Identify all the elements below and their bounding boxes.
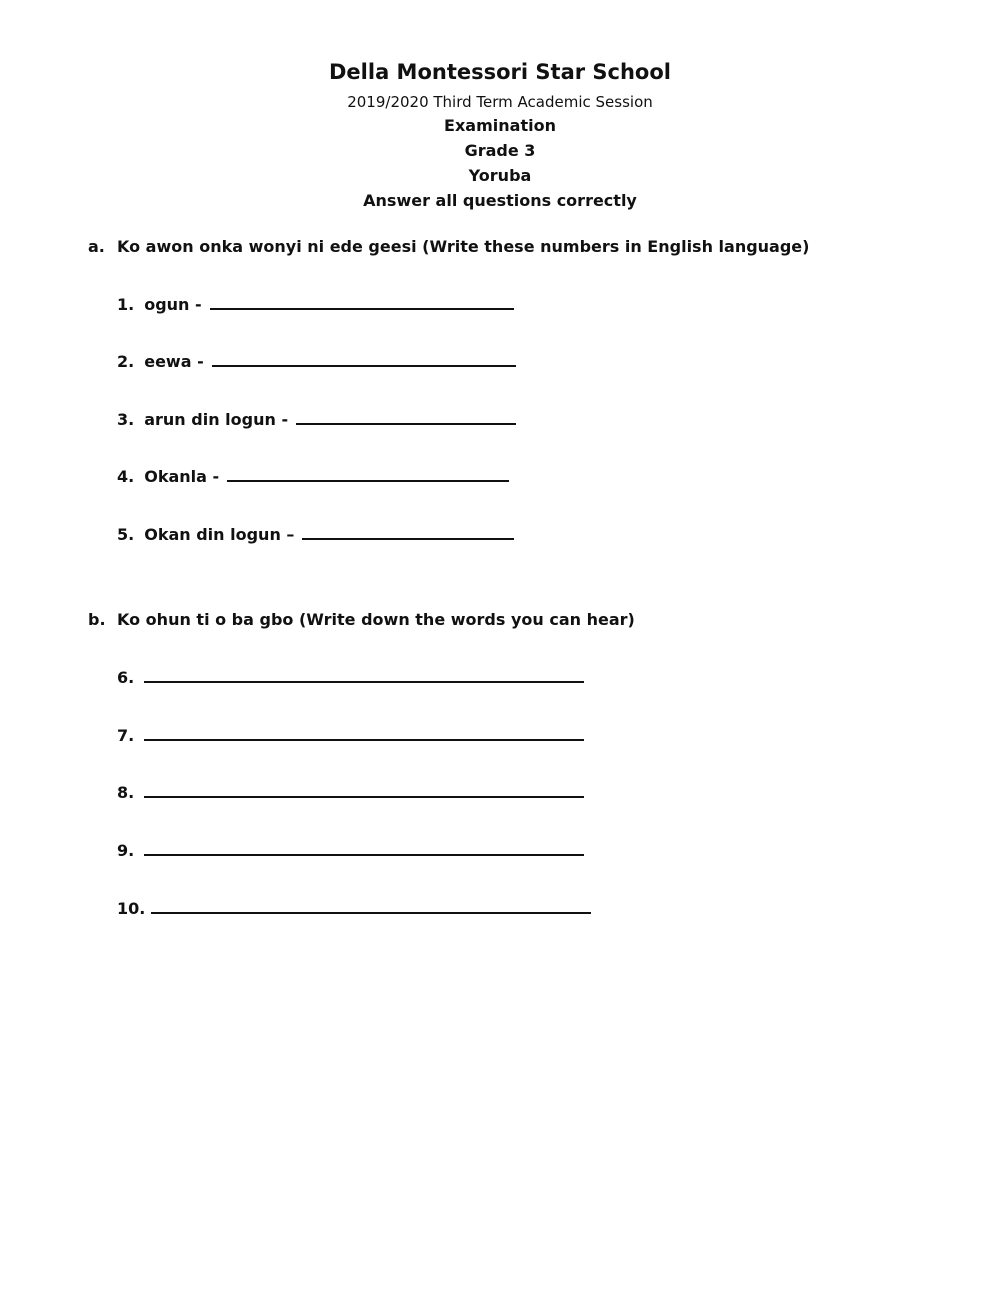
- academic-session: 2019/2020 Third Term Academic Session: [347, 93, 653, 111]
- question-word: Okanla -: [144, 467, 220, 486]
- answer-blank[interactable]: [296, 409, 516, 425]
- answer-blank[interactable]: [151, 898, 591, 914]
- section-b-title: Ko ohun ti o ba gbo (Write down the words you can hear): [117, 610, 635, 629]
- answer-blank[interactable]: [212, 351, 516, 367]
- question-number: 4.: [117, 467, 135, 486]
- question-number: 9.: [117, 841, 135, 860]
- section-a-title: Ko awon onka wonyi ni ede geesi (Write these numbers in English language): [117, 237, 810, 256]
- question-8: [117, 782, 584, 802]
- question-9: [117, 840, 584, 860]
- question-number: 7.: [117, 726, 135, 745]
- question-word: Okan din logun –: [144, 525, 295, 544]
- question-10: [117, 898, 591, 918]
- question-number: 3.: [117, 410, 135, 429]
- answer-blank[interactable]: [210, 294, 514, 310]
- school-name: Della Montessori Star School: [329, 60, 671, 84]
- question-6: [117, 667, 584, 687]
- section-b-heading: [88, 610, 635, 629]
- question-5: [117, 524, 514, 544]
- question-4: [117, 466, 509, 486]
- question-number: 8.: [117, 783, 135, 802]
- answer-blank[interactable]: [302, 524, 514, 540]
- question-2: [117, 351, 516, 371]
- answer-blank[interactable]: [144, 782, 584, 798]
- question-7: [117, 725, 584, 745]
- question-word: ogun -: [144, 295, 202, 314]
- question-number: 5.: [117, 525, 135, 544]
- question-number: 6.: [117, 668, 135, 687]
- subject-label: Yoruba: [468, 166, 532, 185]
- section-a-label: a.: [88, 237, 105, 256]
- question-number: 1.: [117, 295, 135, 314]
- question-word: eewa -: [144, 352, 204, 371]
- answer-blank[interactable]: [144, 840, 584, 856]
- instruction-text: Answer all questions correctly: [363, 191, 637, 210]
- exam-title: Examination: [444, 116, 556, 135]
- question-1: [117, 294, 514, 314]
- answer-blank[interactable]: [144, 667, 584, 683]
- question-number: 2.: [117, 352, 135, 371]
- answer-blank[interactable]: [227, 466, 509, 482]
- question-3: [117, 409, 516, 429]
- section-b-label: b.: [88, 610, 106, 629]
- answer-blank[interactable]: [144, 725, 584, 741]
- section-a-heading: [88, 237, 809, 256]
- question-word: arun din logun -: [144, 410, 289, 429]
- question-number: 10.: [117, 899, 146, 918]
- grade-label: Grade 3: [464, 141, 536, 160]
